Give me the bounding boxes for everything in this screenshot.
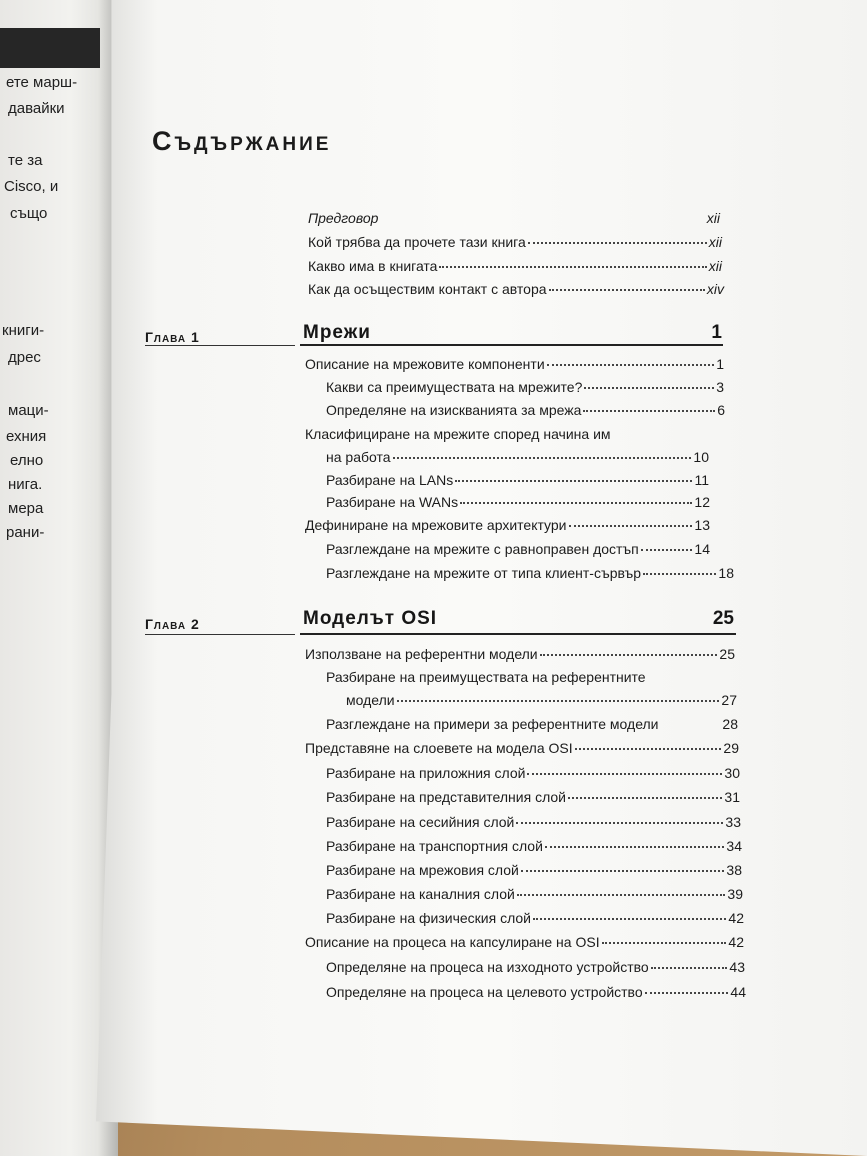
toc-leader: [643, 573, 716, 575]
toc-leader: [569, 525, 693, 527]
toc-entry-label: Какво има в книгата: [308, 258, 438, 274]
toc-entry-label: Разбиране на мрежовия слой: [326, 862, 519, 878]
toc-leader: [547, 364, 715, 366]
toc-entry-page: 14: [694, 541, 710, 557]
toc-entry: [326, 910, 744, 930]
toc-entry-label: Разбиране на WANs: [326, 494, 459, 510]
toc-entry: [326, 565, 734, 585]
chapter-rule: [145, 345, 295, 346]
toc-entry-label: Дефиниране на мрежовите архитектури: [305, 517, 567, 533]
toc-entry-label: Определяне на процеса на изходното устройство: [326, 959, 649, 975]
chapter-rule: [300, 344, 723, 346]
toc-leader: [651, 967, 728, 969]
toc-entry-page: 6: [717, 402, 725, 418]
toc-entry-label: Използване на референтни модели: [305, 646, 538, 662]
toc-entry: [346, 692, 737, 712]
toc-entry-page: 12: [694, 494, 710, 510]
toc-entry: [326, 984, 746, 1004]
toc-entry-label: Определяне на изискванията за мрежа: [326, 402, 582, 418]
toc-entry-page: 1: [716, 356, 724, 372]
toc-entry: [326, 379, 724, 399]
toc-entry: [305, 646, 735, 666]
toc-entry-page: 18: [718, 565, 734, 581]
toc-entry-page: 38: [726, 862, 742, 878]
toc-entry-page: 27: [721, 692, 737, 708]
toc-leader: [521, 870, 725, 872]
toc-entry-label: Как да осъществим контакт с автора: [308, 281, 547, 297]
toc-entry-page: xiv: [706, 281, 724, 297]
toc-entry: [326, 838, 742, 858]
left-page-line: ехния: [6, 428, 47, 445]
chapter-rule: [300, 633, 736, 635]
toc-entry-page: 44: [730, 984, 746, 1000]
toc-leader: [583, 410, 715, 412]
toc-entry-page: 42: [728, 910, 744, 926]
toc-entry-page: 33: [725, 814, 741, 830]
toc-leader: [439, 266, 706, 268]
toc-entry: [305, 517, 710, 537]
toc-entry: [326, 765, 740, 785]
toc-entry-page: 3: [716, 379, 724, 395]
toc-entry-page: 39: [727, 886, 743, 902]
toc-entry: [305, 356, 724, 376]
toc-leader: [528, 242, 707, 244]
toc-entry-label: Разглеждане на примери за референтните модели: [326, 716, 659, 732]
left-page-line: давайки: [8, 100, 65, 117]
toc-entry: [308, 281, 724, 301]
toc-entry-page: 28: [722, 716, 738, 732]
toc-entry-label: Какви са преимуществата на мрежите?: [326, 379, 583, 395]
toc-entry-page: 34: [726, 838, 742, 854]
toc-entry: [326, 862, 742, 882]
toc-entry-label: Представяне на слоевете на модела OSI: [305, 740, 573, 756]
toc-leader: [575, 748, 722, 750]
toc-entry-label: Класифициране на мрежите според начина им: [305, 426, 611, 442]
toc-leader: [549, 289, 705, 291]
toc-entry-page: 10: [693, 449, 709, 465]
page-title: Съдържание: [152, 126, 332, 156]
left-page-line: дрес: [8, 349, 41, 366]
toc-entry-page: xii: [706, 210, 720, 226]
chapter-page: 25: [712, 608, 734, 629]
toc-entry: [326, 402, 725, 422]
toc-entry-label: Разбиране на каналния слой: [326, 886, 515, 902]
left-page-line: рани-: [6, 524, 45, 541]
chapter-label: Глава 2: [145, 616, 200, 632]
toc-entry-label: Разбиране на физическия слой: [326, 910, 531, 926]
toc-leader: [397, 700, 720, 702]
toc-leader: [527, 773, 722, 775]
left-page-line: мера: [8, 500, 44, 517]
toc-entry-label: Предговор: [308, 210, 379, 226]
chapter-label: Глава 1: [145, 329, 200, 345]
toc-entry: [326, 959, 745, 979]
toc-entry-label: Разглеждане на мрежите от типа клиент-сървър: [326, 565, 641, 581]
left-page-line: елно: [10, 452, 44, 469]
toc-leader: [517, 894, 726, 896]
left-page-line: ете марш-: [6, 74, 78, 91]
toc-entry: [326, 789, 740, 809]
toc-entry-label: Кой трябва да прочете тази книга: [308, 234, 526, 250]
toc-entry: [308, 258, 722, 278]
toc-entry-continuation: на работа: [326, 449, 391, 465]
toc-entry-continuation: модели: [346, 692, 395, 708]
toc-leader: [516, 822, 723, 824]
toc-entry-page: xii: [708, 234, 722, 250]
chapter-title: Моделът OSI: [303, 608, 438, 629]
toc-entry-label: Описание на мрежовите компоненти: [305, 356, 545, 372]
toc-leader: [540, 654, 718, 656]
toc-entry: [326, 449, 709, 469]
toc-entry-label: Разбиране на преимуществата на референтните: [326, 669, 646, 685]
chapter-page: 1: [711, 322, 722, 343]
toc-entry: [326, 716, 738, 736]
toc-leader: [584, 387, 714, 389]
toc-entry: [326, 814, 741, 834]
toc-leader: [545, 846, 725, 848]
toc-entry: [326, 886, 743, 906]
toc-leader: [393, 457, 692, 459]
toc-leader: [460, 502, 692, 504]
toc-entry-label: Разбиране на LANs: [326, 472, 454, 488]
toc-entry-label: Описание на процеса на капсулиране на OSI: [305, 934, 600, 950]
toc-entry: [326, 541, 710, 561]
toc-entry-page: 29: [723, 740, 739, 756]
toc-entry-page: 42: [728, 934, 744, 950]
left-page-line: нига.: [8, 476, 43, 493]
toc-entry-page: 13: [694, 517, 710, 533]
toc-entry-label: Разбиране на представителния слой: [326, 789, 567, 805]
toc-entry-page: 43: [729, 959, 745, 975]
left-page-line: те за: [8, 152, 43, 169]
toc-entry: [305, 934, 744, 954]
toc-leader: [568, 797, 722, 799]
left-page-line: маци-: [8, 402, 49, 419]
toc-entry-label: Разбиране на транспортния слой: [326, 838, 543, 854]
toc-entry: [308, 234, 722, 254]
toc-entry: [326, 472, 709, 492]
toc-entry: [326, 494, 710, 514]
toc-entry-page: 30: [724, 765, 740, 781]
toc-entry-label: Определяне на процеса на целевото устройство: [326, 984, 643, 1000]
toc-entry-label: Разбиране на сесийния слой: [326, 814, 515, 830]
toc-leader: [602, 942, 727, 944]
toc-entry-label: Разбиране на приложния слой: [326, 765, 526, 781]
left-page-line: Cisco, и: [4, 178, 59, 195]
left-page-line: също: [10, 205, 48, 222]
toc-entry-page: 31: [724, 789, 740, 805]
toc-entry-page: 25: [719, 646, 735, 662]
toc-entry-page: 11: [694, 472, 709, 488]
toc-entry-label: Разглеждане на мрежите с равноправен достъп: [326, 541, 639, 557]
toc-leader: [641, 549, 693, 551]
toc-entry: [308, 210, 720, 230]
toc-leader: [455, 480, 692, 482]
left-page-line: книги-: [2, 322, 45, 339]
chapter-title: Мрежи: [303, 322, 371, 343]
toc-leader: [645, 992, 729, 994]
toc-entry-page: xii: [708, 258, 722, 274]
toc-entry: [305, 740, 739, 760]
chapter-rule: [145, 634, 295, 635]
toc-leader: [533, 918, 726, 920]
